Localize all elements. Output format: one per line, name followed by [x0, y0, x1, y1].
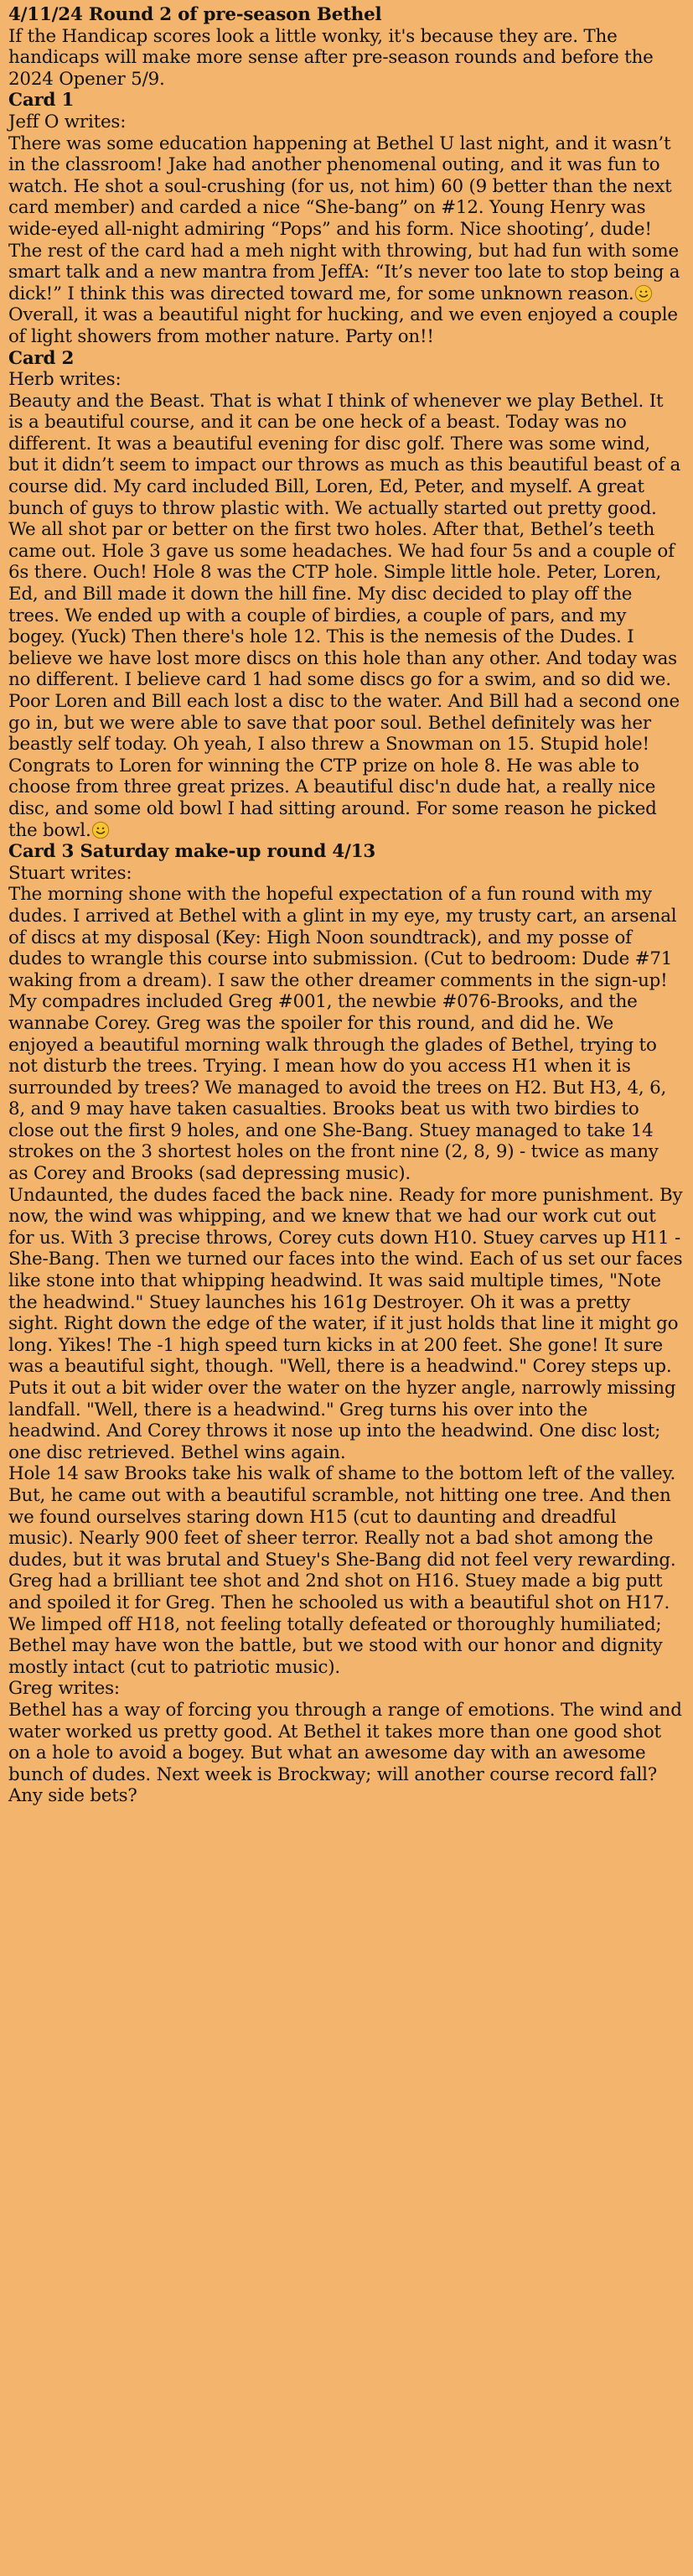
card-1-paragraph — [8, 133, 683, 348]
smiling-face-emoji-icon — [91, 821, 110, 839]
card-3-paragraph-1: The morning shone with the hopeful expectation of a fun round with my dudes. I arrived at Bethel with a glint in my eye, my trusty cart, an arsenal of discs at my disposal (Key: High Noon soundtrack), and my posse of dudes to wrangle this course into submission. (Cut to bedroom: Dude #71 waking from a dream). I saw the other dreamer comments in the sign-up! — [8, 884, 677, 991]
card-2-heading: Card 2 — [8, 347, 75, 369]
card-1-author: Jeff O writes: — [8, 111, 127, 132]
card-1-text-tail: Overall, it was a beautiful night for hucking, and we even enjoyed a couple of light showers from mother nature. Party on!! — [8, 304, 678, 347]
card-3-paragraph-4: Hole 14 saw Brooks take his walk of shame to the bottom left of the valley. But, he came out with a beautiful scramble, not hitting one tree. And then we found ourselves staring down H15 (cut to daunting and dreadful music). Nearly 900 feet of sheer terror. Really not a bad shot among the dudes, but it was brutal and Stuey's She-Bang did not feel very rewarding. Greg had a brilliant tee shot and 2nd shot on H16. Stuey made a big putt and spoiled it for Greg. Then he schooled us with a beautiful shot on H17. We limped off H18, not feeling totally defeated or thoroughly humiliated; Bethel may have won the battle, but we stood with our honor and dignity mostly intact (cut to patriotic music). — [8, 1463, 676, 1678]
card-1-text: There was some education happening at Bethel U last night, and it wasn’t in the classroom! Jake had another phenomenal outing, and it was fun to watch. He shot a soul-crushing (for us, not him) 60 (9 better than the next card member) and carded a nice “She-bang” on #12. Young Henry was wide-eyed all-night admiring “Pops” and his form. Nice shooting’, dude! The rest of the card had a meh night with throwing, but had fun with some smart talk and a new mantra from JeffA: “It’s never too late to stop being a dick!” I think this was directed toward me, for some unknown reason. — [8, 132, 680, 304]
card-2-paragraph — [8, 391, 683, 841]
smiling-face-emoji-icon — [634, 284, 653, 303]
page-title: 4/11/24 Round 2 of pre-season Bethel — [8, 4, 382, 25]
card-3-heading: Card 3 Saturday make-up round 4/13 — [8, 841, 376, 863]
card-2-text: Beauty and the Beast. That is what I think of whenever we play Bethel. It is a beautiful course, and it can be one heck of a beast. Today was no different. It was a beautiful evening for disc golf. There was some wind, but it didn’t seem to impact our throws as much as this beautiful beast of a course did. My card included Bill, Loren, Ed, Peter, and myself. A great bunch of guys to throw plastic with. We actually started out pretty good. We all shot par or better on the first two holes. After that, Bethel’s teeth came out. Hole 3 gave us some headaches. We had four 5s and a couple of 6s there. Ouch! Hole 8 was the CTP hole. Simple little hole. Peter, Loren, Ed, and Bill made it down the hill fine. My disc decided to play off the trees. We ended up with a couple of birdies, a couple of pars, and my bogey. (Yuck) Then there's hole 12. This is the nemesis of the Dudes. I believe we have lost more discs on this hole than any other. And today was no different. I believe card 1 had some discs go for a swim, and so did we. Poor Loren and Bill each lost a disc to the water. And Bill had a second one go in, but we were able to save that poor soul. Bethel definitely was her beastly self today. Oh yeah, I also threw a Snowman on 15. Stupid hole! Congrats to Loren for winning the CTP prize on hole 8. He was able to choose from three great prizes. A beautiful disc'n dude hat, a really nice disc, and some old bowl I had sitting around. For some reason he picked the bowl. — [8, 390, 681, 841]
card-3-author-2: Greg writes: — [8, 1678, 120, 1700]
card-2-author: Herb writes: — [8, 369, 122, 391]
card-3-paragraph-3: Undaunted, the dudes faced the back nine. Ready for more punishment. By now, the wind was whipping, and we knew that we had our work cut out for us. With 3 precise throws, Corey cuts down H10. Stuey carves up H11 - She-Bang. Then we turned our faces into the wind. Each of us set our faces like stone into that whipping headwind. It was said multiple times, "Note the headwind." Stuey launches his 161g Destroyer. Oh it was a pretty sight. Right down the edge of the water, if it just holds that line it might go long. Yikes! The -1 high speed turn kicks in at 200 feet. She gone! It sure was a beautiful sight, though. "Well, there is a headwind." Corey steps up. Puts it out a bit wider over the water on the hyzer angle, narrowly missing landfall. "Well, there is a headwind." Greg turns his over into the headwind. And Corey throws it nose up into the headwind. One disc lost; one disc retrieved. Bethel wins again. — [8, 1184, 683, 1463]
card-3-paragraph-5: Bethel has a way of forcing you through a range of emotions. The wind and water worked us pretty good. At Bethel it takes more than one good shot on a hole to avoid a bogey. But what an awesome day with an awesome bunch of dudes. Next week is Brockway; will another course record fall? Any side bets? — [8, 1699, 682, 1807]
intro-paragraph: If the Handicap scores look a little wonky, it's because they are. The handicaps will make more sense after pre-season rounds and before the 2024 Opener 5/9. — [8, 25, 654, 90]
card-3-author: Stuart writes: — [8, 862, 132, 884]
card-3-paragraph-2: My compadres included Greg #001, the newbie #076-Brooks, and the wannabe Corey. Greg was the spoiler for this round, and did he. We enjoyed a beautiful morning walk through the glades of Bethel, trying to not disturb the trees. Trying. I mean how do you access H1 when it is surrounded by trees? We managed to avoid the trees on H2. But H3, 4, 6, 8, and 9 may have taken casualties. Brooks beat us with two birdies to close out the first 9 holes, and one She-Bang. Stuey managed to take 14 strokes on the 3 shortest holes on the front nine (2, 8, 9) - twice as many as Corey and Brooks (sad depressing music). — [8, 991, 667, 1185]
card-1-heading: Card 1 — [8, 90, 75, 112]
